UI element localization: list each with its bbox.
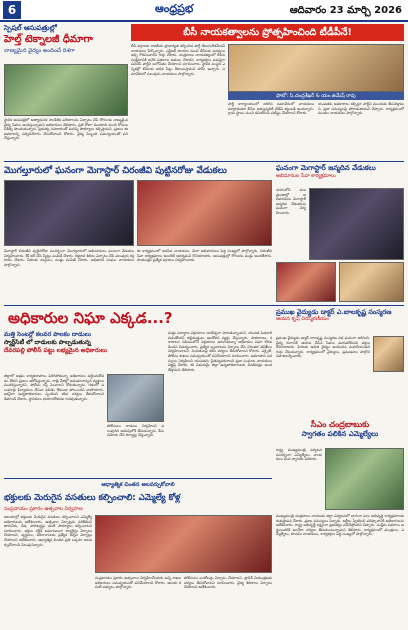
second-banner-body-col1: మెగాస్టార్ చిరంజీవి పుట్టినరోజు సందర్భంగా మొగల్తూరులో అభిమానులు ఘనంగా వేడుకలు నిర్వహించారు. కేక్ కట్ చేసి స్వీట్లు పంపిణీ చేశారు. రక్తదాన శిబిరం ఏర్పాటు చేసి పలువురు రక్తదానం చేశారు. పేదలకు దుస్తులు, పండ్లు పంపిణీ చేశారు. అభిమాన సంఘం నాయకులు పాల్గొన్నారు. <box>4 249 134 267</box>
divider <box>4 478 272 479</box>
bottom-body-col1: ఆలయాల్లో భక్తులకు మెరుగైన వసతులు కల్పించాలని ఎమ్మెల్యే అధికారులను ఆదేశించారు. ఉత్సవాల ఏర్పాట్లను పరిశీలించి తాగునీరు, నీడ, పారిశుద్ధ్యం వంటి సౌకర్యాలు కల్పించాలని సూచించారు. భక్తుల రద్దీకి అనుగుణంగా క్యూలైన్లు ఏర్పాటు చేయాలని, వృద్ధులు, వికలాంగులకు ప్రత్యేక దర్శన ఏర్పాట్లు చేయాలని ఆదేశించారు. ఆధ్యాత్మిక చింతన ప్రతి ఒక్కరూ అలవర్చుకోవాలని పిలుపునిచ్చారు. <box>4 515 92 547</box>
right-lower-heading <box>276 308 404 334</box>
right-bottom-headline-2: స్వాగతం పలికిన ఎమ్మెల్యేలు <box>301 430 379 438</box>
right-mid-headline: ఘనంగా మెగాస్టార్ జన్మదిన వేడుకలు <box>276 164 376 172</box>
top-banner-photo <box>228 44 404 92</box>
main-sub-1: మత్తి సెంటర్లో కలవర పాలకం దాడులు <box>4 331 92 338</box>
top-banner-caption: ఫొటో: సి.చంద్రశేఖర్ & యం.ఉమేష్ రావు <box>228 92 404 100</box>
left-top-photo <box>4 64 128 116</box>
right-mid-photo-3 <box>339 262 404 302</box>
masthead: ఆంధ్రప్రభ <box>155 2 194 15</box>
top-banner-body-col1: బీసీ వర్గాలకు రాజకీయ ప్రాధాన్యత కల్పించిన పార్టీ తెలుగుదేశమేనని నాయకులు పేర్కొన్నారు. ఎన్టీఆర్ హయాం నుంచి బీసీలకు పదవులు ఇచ్చి గౌరవించారని గుర్తు చేశారు. చంద్రబాబు నాయకత్వంలో బీసీల సంక్షేమానికి అనేక పథకాలు అమలు చేశారని, కార్యకర్తలు సమష్టిగా పనిచేసి పార్టీని బలోపేతం చేయాలని సూచించారు. స్థానిక సంస్థల ఎన్నికల్లో బీసీలకు అధిక సీట్లు కేటాయిస్తామని హామీ ఇచ్చారు. సమావేశంలో పలువురు నాయకులు పాల్గొన్నారు. <box>131 44 225 76</box>
main-sub-3: దేవరపల్లి పోలీస్ పట్టు లభ్యమైన అధికారులు <box>4 347 107 354</box>
top-banner-body-col3: యువతకు అవకాశాలు కల్పిస్తూ పార్టీని ముందుకు తీసుకెళ్తామని, ప్రజా సమస్యలపై పోరాడుతామని చెప్పారు. కార్యక్రమంలో మండల నాయకులు పాల్గొన్నారు. <box>318 102 404 116</box>
left-top-story-heading <box>4 24 128 62</box>
right-lower-subhead: ఆయన కృషి చిరస్మరణీయం <box>276 316 329 322</box>
left-top-body: స్థానిక ఆసుపత్రిలో అత్యాధునిక సాంకేతిక పరికరాలను ఏర్పాటు చేసి రోగులకు నాణ్యమైన వైద్య సేవలు అందిస్తున్నామని అధికారులు తెలిపారు. ప్రతి రోజూ వందలాది మంది రోగులు చికిత్స పొందుతున్నారు. ప్రభుత్వ సహకారంతో మరిన్ని సౌకర్యాలు కల్పిస్తామని, ప్రజలు ఈ అవకాశాన్ని సద్వినియోగం చేసుకోవాలని కోరారు. వైద్య సిబ్బంది సమన్వయంతో పని చేస్తున్నారు. <box>4 118 128 141</box>
bottom-photo <box>95 515 272 573</box>
cm-photo <box>325 448 404 510</box>
main-body-col1: జిల్లాలో అక్రమ కార్యకలాపాలు పెరిగిపోతున్నా అధికారులు పట్టించుకోవడం లేదని ప్రజలు ఆరోపిస్తున్నారు. రాత్రి వేళల్లో అనుమానాస్పద వ్యక్తులు సంచరిస్తున్నారని, పోలీసు గస్తీ పెంచాలని కోరుతున్నారు. గతంలో పలుమార్లు ఫిర్యాదులు చేసినా ఫలితం లేకుండా పోయిందని వాపోయారు. ఇకనైనా ఉన్నతాధికారులు స్పందించి కఠిన చర్యలు తీసుకోవాలని డిమాండ్ చేశారు. స్థానికులు భయాందోళనకు గురవుతున్నారు. <box>4 374 104 401</box>
right-bottom-headline-1: సీఎం చంద్రబాబుకు <box>310 420 370 429</box>
second-banner-headline: మొగల్తూరులో ఘనంగా మెగాస్టార్ చిరంజీవి పుట్టినరోజు వేడుకలు <box>4 166 227 176</box>
main-body-col2: పోలీసులు దాడులు నిర్వహించి పలువురిని అదుపులోకి తీసుకున్నారు. కేసు నమోదు చేసి దర్యాప్తు చేస్తున్నారు. <box>107 424 164 438</box>
main-body-col3: మత్తు పదార్థాల విక్రయాలు యథేచ్ఛగా సాగుతున్నాయని, యువత పెడదారి పడుతోందని తల్లిదండ్రులు ఆందోళన వ్యక్తం చేస్తున్నారు. పాఠశాలలు, కళాశాలల సమీపంలోనే విక్రయాలు జరుగుతున్నా అధికారుల నిఘా కొరవడిందని విమర్శించారు. ప్రత్యేక బృందాలను ఏర్పాటు చేసి నిరంతర తనిఖీలు నిర్వహించాలని, నిందితులపై కఠిన చర్యలు తీసుకోవాలని కోరారు. ఎక్సైజ్, పోలీసు శాఖలు సమన్వయంతో పనిచేయాలని సూచించారు. అవగాహన సదస్సులు నిర్వహించి యువతను చైతన్యపరచాలని ప్రజా సంఘాల నాయకులు విజ్ఞప్తి చేశారు. ఈ విషయమై జిల్లా ఉన్నతాధికారులకు వినతిపత్రం అందజేస్తామని తెలిపారు. <box>168 331 272 372</box>
main-subheads <box>4 331 144 373</box>
left-top-subhead: నాణ్యమైన వైద్యం అందించే దిశగా <box>4 48 75 54</box>
left-top-headline: హెల్త్ టెక్నాలజీ ధీమాగా <box>4 34 93 45</box>
mega-photo-1 <box>4 180 134 246</box>
issue-date: ఆదివారం 23 మార్చి 2026 <box>289 5 402 16</box>
bottom-headline: భక్తులకు మెరుగైన వసతులు కల్పించాలి: ఎమ్మెల్యే కోళ్ల <box>4 493 181 503</box>
bottom-subhead: సంప్రదాయం ప్రకారం ఉత్సవాల నిర్వహణ <box>4 506 83 512</box>
right-bottom-body-2: ముఖ్యమంత్రి చంద్రబాబు నాయుడు జిల్లా పర్యటనలో భాగంగా పలు అభివృద్ధి కార్యక్రమాలకు శంకుస్థాపన చేశారు. ప్రజల సమస్యలు విన్నారు. అర్జీలు స్వీకరించి పరిష్కారానికి అధికారులను ఆదేశించారు. రాష్ట్ర అభివృద్ధే లక్ష్యంగా ప్రభుత్వం పనిచేస్తోందని చెప్పారు. సంక్షేమ పథకాలు అర్హులందరికీ అందేలా చర్యలు తీసుకుంటున్నామని తెలిపారు. కార్యక్రమంలో మంత్రులు, ఎమ్మెల్యేలు, కూటమి నాయకులు, కార్యకర్తలు పెద్ద సంఖ్యలో పాల్గొన్నారు. <box>276 514 404 537</box>
right-mid-photo-1 <box>309 188 404 260</box>
right-lower-headline: ప్రముఖ వైద్యుడు డాక్టర్ ఎ.బాలకృష్ణ సంస్మరణ <box>276 308 392 316</box>
divider <box>4 305 404 306</box>
right-mid-photo-2 <box>276 262 336 302</box>
divider <box>4 161 404 162</box>
right-mid-heading <box>276 164 404 186</box>
left-top-kicker: స్పెషల్ ఆసుపత్రుల్లో <box>4 24 57 32</box>
top-banner-body-col2: పార్టీ కార్యాలయంలో జరిగిన సమావేశంలో నాయకులు మాట్లాడుతూ బీసీల అభ్యున్నతికి టీడీపీ కట్టుబడి ఉందన్నారు. గ్రామ స్థాయి నుంచి కమిటీలను పటిష్టం చేయాలని కోరారు. <box>228 102 314 116</box>
bottom-body-col2: సంప్రదాయం ప్రకారం ఉత్సవాలు నిర్వహించేందుకు అన్ని శాఖల అధికారులు సమన్వయంతో పనిచేయాలని కోరారు. ఆలయ కమిటీ సభ్యులు పాల్గొన్నారు. <box>95 576 181 590</box>
right-mid-subhead: అభిమానుల సేవా కార్యక్రమాలు <box>276 173 336 179</box>
right-lower-body: ప్రముఖ వైద్యుడు డాక్టర్ బాలకృష్ణ సంస్మరణ సభ ఘనంగా జరిగింది. వైద్య రంగానికి ఆయన చేసిన సేవలు మరువలేనివని వక్తలు కొనియాడారు. పేదలకు ఉచిత వైద్యం అందించిన మహనీయుడని గుర్తు చేసుకున్నారు. కార్యక్రమంలో వైద్యులు, ప్రముఖులు పాల్గొని నివాళులర్పించారు. <box>276 336 370 359</box>
right-bottom-heading <box>276 420 404 446</box>
doctor-portrait <box>373 336 404 372</box>
page-number: 6 <box>3 1 21 19</box>
main-sub-2: స్మార్ట్‌సిటీ లో దాడులకు పాల్పడుతున్న <box>4 339 91 346</box>
right-bottom-body: రాష్ట్ర ముఖ్యమంత్రి పర్యటన సందర్భంగా ఎమ్మెల్యేలు, నాయకులు ఘన స్వాగతం పలికారు. <box>276 448 322 462</box>
top-banner-headline: బీసీ నాయకత్వాలను ప్రోత్సహించింది టీడీపీనే! <box>131 24 404 41</box>
right-mid-body-col: నగరంలోని పలు ప్రాంతాల్లో అభిమానులు మెగాస్టార్ జన్మదిన వేడుకలను ఘనంగా నిర్వహించారు. <box>276 188 306 215</box>
page-header <box>0 0 408 22</box>
main-headline: అధికారుల నిఘా ఎక్కడ...? <box>8 309 173 327</box>
bottom-kicker: ఆధ్యాత్మిక చింతన అలవర్చుకోవాలి <box>101 482 175 488</box>
main-photo <box>107 374 164 422</box>
second-banner-body-col2: ఈ కార్యక్రమంలో జనసేన నాయకులు, మెగా అభిమానులు పెద్ద సంఖ్యలో పాల్గొన్నారు. చిరంజీవి సేవా కార్యక్రమాలు అందరికీ ఆదర్శమని కొనియాడారు. ఆసుపత్రుల్లో రోగులకు పండ్లు అందజేశారు. సాయంత్రం ప్రత్యేక పూజలు నిర్వహించారు. <box>137 249 272 263</box>
bottom-body-col3: పోలీసులు బందోబస్తు ఏర్పాటు చేయాలని, ట్రాఫిక్ నియంత్రణకు చర్యలు తీసుకోవాలని సూచించారు. వైద్య శిబిరాలు ఏర్పాటు చేయాలని ఆదేశించారు. <box>184 576 272 590</box>
mega-photo-2 <box>137 180 272 246</box>
